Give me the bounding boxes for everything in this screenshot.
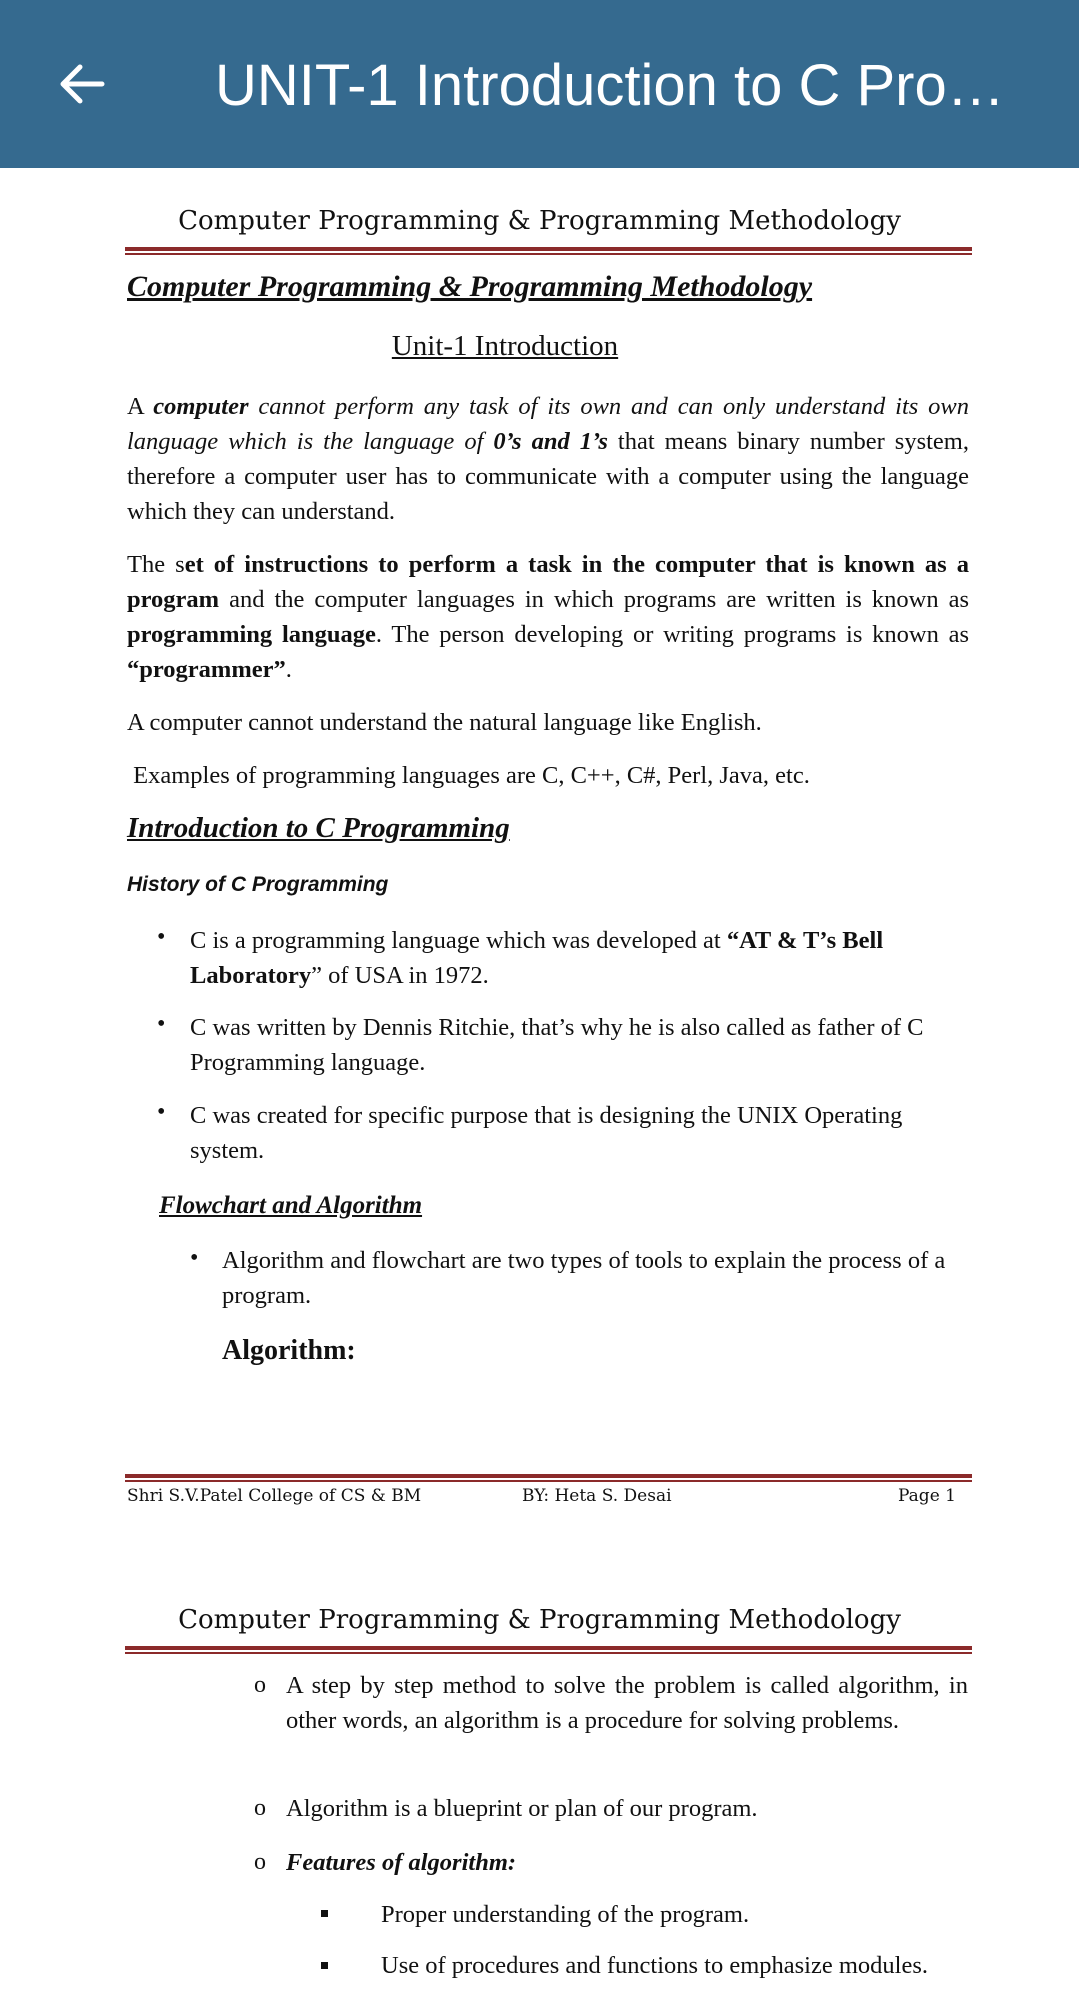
bullet-icon: • [157,924,166,950]
footer-rule [125,1474,972,1482]
bullet-icon: • [190,1245,199,1271]
list-item: A step by step method to solve the problem is called algorithm, in other words, an algorithm is a procedure for solving problems. [286,1672,968,1734]
circle-bullet-icon: o [254,1672,266,1698]
list-item: C was written by Dennis Ritchie, that’s why he is also called as father of C Programming language. [190,1014,924,1076]
app-bar [0,0,1079,168]
list-item: Use of procedures and functions to emphasize modules. [381,1952,929,1979]
square-bullet-icon [321,1910,328,1917]
header-rule [125,1646,972,1654]
paragraph-examples: Examples of programming languages are C, C++, C#, Perl, Java, etc. [127,762,810,789]
circle-bullet-icon: o [254,1795,266,1821]
bullet-icon: • [157,1099,166,1125]
footer-college: Shri S.V.Patel College of CS & BM [127,1486,422,1506]
list-item: C is a programming language which was developed at “AT & T’s Bell Laboratory” of USA in 1972. [190,927,884,989]
circle-bullet-icon: o [254,1849,266,1875]
list-item: Algorithm is a blueprint or plan of our program. [286,1795,758,1822]
page-header: Computer Programming & Programming Methodology [178,206,901,236]
paragraph-computer: A computer cannot perform any task of its own and can only understand its own language which is the language of 0’s and 1’s that means binary number system, therefore a computer user has to communicate with a computer using the language which they can understand. [127,393,970,525]
arrow-left-icon [56,58,108,110]
paragraph-natural-language: A computer cannot understand the natural language like English. [127,709,762,736]
section-intro-c: Introduction to C Programming [127,812,510,844]
document-title: UNIT-1 Introduction to C Pro… [215,53,1005,118]
unit-title: Unit-1 Introduction [391,330,619,362]
paragraph-program: The set of instructions to perform a task in the computer that is known as a program and the computer languages in which programs are written is known as programming language. The person developing or writing programs is known as “programmer”. [127,551,970,683]
doc-title: Computer Programming & Programming Methodology [127,270,813,303]
header-rule [125,247,972,255]
features-heading: Features of algorithm: [286,1849,517,1876]
back-button[interactable] [50,52,114,116]
list-item: Algorithm and flowchart are two types of tools to explain the process of a program. [222,1247,946,1309]
algorithm-heading: Algorithm: [222,1335,356,1366]
footer-page: Page 1 [898,1486,956,1506]
history-heading: History of C Programming [127,873,389,896]
bullet-icon: • [157,1011,166,1037]
footer-author: BY: Heta S. Desai [522,1486,672,1506]
page-header: Computer Programming & Programming Methodology [178,1605,901,1635]
list-item: Proper understanding of the program. [381,1901,750,1928]
flowchart-heading: Flowchart and Algorithm [159,1192,423,1219]
list-item: C was created for specific purpose that is designing the UNIX Operating system. [190,1102,903,1164]
square-bullet-icon [321,1962,328,1969]
